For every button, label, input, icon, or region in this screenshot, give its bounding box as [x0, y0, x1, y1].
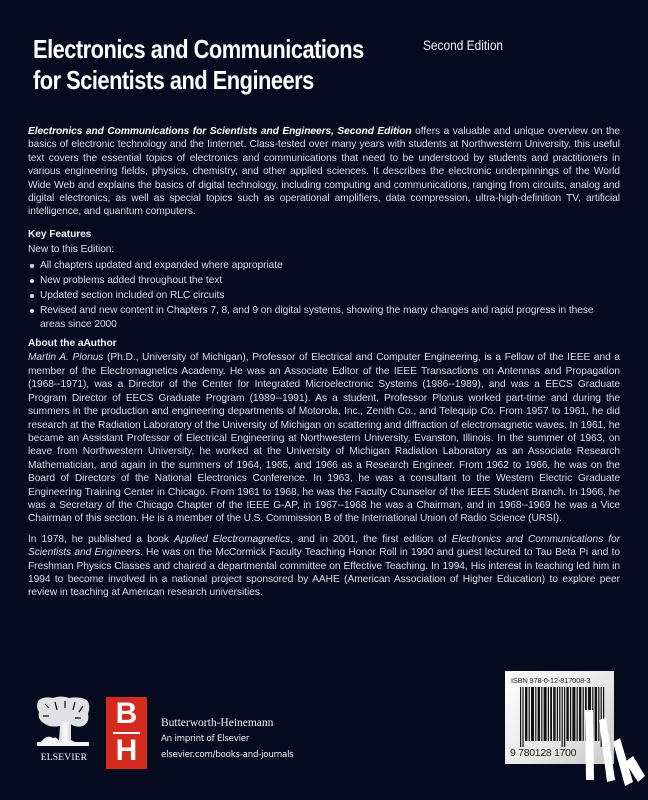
author-bio-paragraph	[28, 351, 620, 525]
book-title-line-2: for Scientists and Engineers	[33, 65, 314, 95]
feature-item: Revised and new content in Chapters 7, 8, and 9 on digital systems, showing the many changes and rapid progress in these areas since 2000	[28, 304, 620, 331]
author-publications-paragraph	[28, 533, 620, 600]
edition-label: Second Edition	[423, 37, 504, 53]
publisher-footer	[0, 676, 648, 800]
bh-logo-h: H	[115, 734, 138, 767]
publisher-info	[161, 716, 361, 763]
feature-item: All chapters updated and expanded where appropriate	[28, 259, 620, 272]
author-name: Martin A. Plonus	[28, 352, 104, 364]
feature-item: New problems added throughout the text	[28, 274, 620, 287]
bh-logo-b: B	[115, 697, 138, 730]
crumbling-barcode-pieces-icon	[585, 710, 645, 800]
author-bio-text: (Ph.D., University of Michigan), Professor of Electrical and Computer Engineering, is a Fellow of the IEEE and a member of the Electromagnetics Academy. He was an Associate Editor of the IEEE Transactions on Antennas and Propagation (1968--1971), was a Director of the Center for Integrated Microelectronic Systems (1986--1989), and was a EECS Graduate Program Director of EECS Graduate Program (1989--1991). As a student, Professor Plonus worked part-time and during the summers in the production and engineering departments of Motorola, Inc., Zenith Co., and Telequip Co. From 1957 to 1961, he did research at the Radiation Laboratory of the University of Michigan on scattering and diffraction of electromagnetic waves. In 1961, he became an Assistant Professor of Electrical Engineering at Northwestern University, Evanston, Illinois. In the summer of 1963, on leave from Northwestern University, he worked at the University of Michigan Radiation Laboratory as an Associate Research Mathematician, and again in the summers of 1964, 1965, and 1966 as a Research Engineer. From 1962 to 1966, he was on the Board of Directors of the National Electronics Conference. In 1963, he was a consultant to the Western Electric Graduate Engineering Training Center in Chicago. From 1961 to 1968, he was the Faculty Counselor of the IEEE Student Branch. In 1966, he was a Secretary of the Chicago Chapter of the IEEE G-AP, in 1967--1968 he was a Chairman, and in 1968--1969 he was a Vice Chairman of this section. He is a member of the U.S. Commission B of the International Union of Radio Science (URSI).	[28, 352, 621, 525]
elsevier-logo	[33, 696, 93, 771]
butterworth-heinemann-logo	[106, 697, 147, 769]
key-features-subheading: New to this Edition:	[28, 244, 115, 256]
key-features-list	[28, 259, 620, 331]
description-paragraph	[28, 125, 620, 219]
about-author-heading: About the aAuthor	[28, 338, 117, 350]
imprint-text: An imprint of Elsevier	[161, 734, 250, 744]
publications-text: , and in 2001, the first edition of	[290, 533, 452, 545]
book-reference: Electronics and Communications for Scientists and Engineers	[28, 533, 620, 559]
description-text: offers a valuable and unique overview on the basics of electronic technology and the Iinternet. Class-tested over many years with students at Northwestern University, this useful text covers the essential topics of electronics and communications that need to be understood by students and practitioners in various engineering fields, physics, chemistry, and other applied sciences. It describes the electronic underpinnings of the World Wide Web and explains the basics of digital technology, including computing and communications, ranging from circuits, analog and digital electronics, as well as special topics such as operational amplifiers, data compression, ultra-high-definition TV, artificial intelligence, and quantum computers.	[28, 126, 620, 218]
elsevier-wordmark: ELSEVIER	[40, 753, 88, 763]
book-title-line-1: Electronics and Communications	[33, 34, 364, 64]
elsevier-tree-icon	[35, 696, 91, 748]
book-title	[33, 34, 386, 96]
feature-item: Updated section included on RLC circuits	[28, 289, 620, 302]
publisher-url[interactable]: elsevier.com/books-and-journals	[161, 750, 294, 760]
book-reference: Applied Electromagnetics	[174, 533, 291, 545]
key-features-heading: Key Features	[28, 228, 92, 240]
back-cover-text	[28, 125, 620, 600]
description-lead-title: Electronics and Communications for Scientists and Engineers, Second Edition	[28, 126, 412, 137]
isbn-label: ISBN 978-0-12-817008-3	[511, 676, 591, 685]
publisher-name: Butterworth-Heinemann	[161, 717, 274, 729]
publications-text: In 1978, he published a book	[28, 533, 175, 545]
publications-text: . He was on the McCormick Faculty Teaching Honor Roll in 1990 and guest lectured to Tau Beta Pi and to Freshman Physics Classes and chaired a departmental committee on Effective Teaching. In 1994, His interest in teaching led him in 1994 to become involved in a national project sponsored by AAHE (American Association of Higher Education) to explore peer review in teaching at American research universities.	[28, 547, 620, 599]
barcode-digits: 9 780128 1700	[510, 747, 577, 759]
